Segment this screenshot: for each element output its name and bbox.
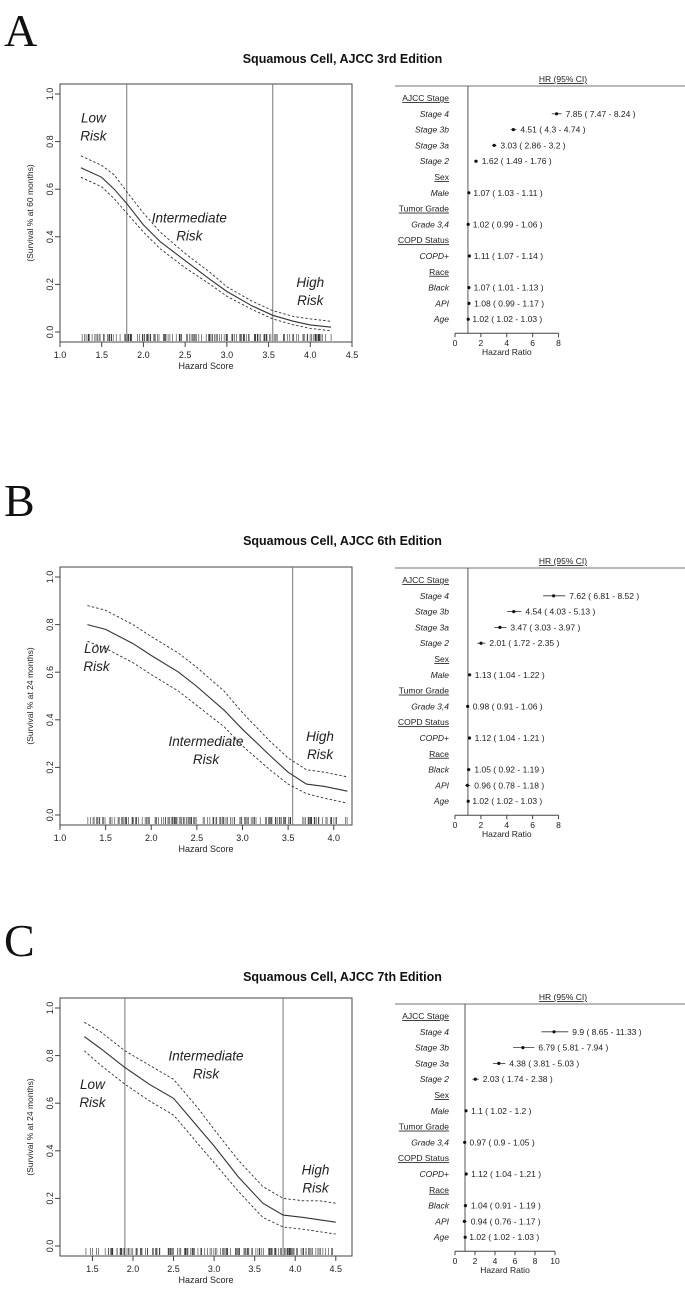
row-label: Stage 2 — [419, 1074, 449, 1085]
hr-value-text: 1.02 ( 1.02 - 1.03 ) — [472, 796, 543, 807]
hr-point — [555, 112, 558, 115]
x-tick-label: 3.5 — [248, 1264, 261, 1274]
hr-value-text: 1.02 ( 1.02 - 1.03 ) — [469, 1232, 540, 1243]
hr-value-text: 7.85 ( 7.47 - 8.24 ) — [565, 108, 636, 119]
hr-point — [512, 610, 515, 613]
hr-point — [463, 1141, 466, 1144]
risk-group-label: Risk — [306, 747, 334, 763]
forest-x-tick-label: 0 — [452, 820, 458, 831]
x-tick-label: 2.0 — [137, 350, 150, 360]
x-tick-label: 4.0 — [288, 1264, 302, 1274]
hr-point — [463, 1220, 466, 1223]
hr-value-text: 7.62 ( 6.81 - 8.52 ) — [569, 590, 640, 601]
hr-value-text: 2.03 ( 1.74 - 2.38 ) — [482, 1074, 553, 1085]
y-axis-label: (Survival % at 24 months) — [25, 647, 35, 745]
hr-value-text: 1.1 ( 1.02 - 1.2 ) — [471, 1105, 532, 1116]
hr-value-text: 3.03 ( 2.86 - 3.2 ) — [500, 140, 566, 151]
risk-group-label: Risk — [83, 659, 110, 675]
row-label: Black — [428, 1200, 449, 1211]
forest-header: HR (95% CI) — [538, 74, 588, 84]
y-tick-label: 0.8 — [45, 618, 55, 631]
group-label: Race — [429, 266, 449, 277]
row-label: API — [435, 298, 449, 309]
x-tick-label: 1.5 — [86, 1264, 99, 1274]
forest-x-axis-label: Hazard Ratio — [480, 1265, 530, 1276]
y-tick-label: 1.0 — [45, 87, 55, 101]
hr-value-text: 0.97 ( 0.9 - 1.05 ) — [469, 1137, 535, 1148]
hr-point — [468, 736, 471, 739]
y-tick-label: 0.2 — [45, 1192, 55, 1205]
y-tick-label: 0.8 — [45, 1049, 55, 1062]
hr-point — [467, 800, 470, 803]
hr-point — [464, 1236, 467, 1239]
forest-x-tick-label: 0 — [452, 338, 458, 349]
row-label: COPD+ — [419, 733, 449, 743]
hr-value-text: 1.07 ( 1.01 - 1.13 ) — [473, 282, 544, 293]
forest-header: HR (95% CI) — [538, 992, 588, 1002]
hr-point — [467, 191, 470, 194]
group-label: Tumor Grade — [398, 685, 449, 696]
x-tick-label: 3.5 — [281, 833, 295, 843]
plot-frame — [60, 998, 352, 1256]
x-tick-label: 3.0 — [220, 350, 234, 360]
group-label: Sex — [434, 654, 449, 664]
row-label: Stage 3b — [414, 606, 449, 617]
hr-point — [493, 144, 496, 147]
survival-curve-svg — [20, 567, 350, 877]
x-tick-label: 4.0 — [304, 350, 317, 360]
group-label: Race — [429, 748, 449, 759]
group-label: Race — [429, 1184, 449, 1195]
hr-value-text: 0.94 ( 0.76 - 1.17 ) — [470, 1216, 541, 1227]
panel-title: Squamous Cell, AJCC 6th Edition — [243, 534, 442, 548]
x-tick-label: 2.5 — [178, 350, 192, 360]
hr-value-text: 1.04 ( 0.91 - 1.19 ) — [470, 1200, 541, 1211]
survival-curve-svg — [20, 998, 350, 1308]
forest-x-tick-label: 8 — [556, 338, 561, 349]
row-label: Grade 3,4 — [411, 701, 449, 712]
hr-point — [474, 160, 477, 163]
risk-group-label: High — [296, 274, 325, 290]
hr-point — [468, 673, 471, 676]
survival-estimate-line — [81, 168, 331, 327]
y-axis-label: (Survival % at 60 months) — [25, 164, 35, 262]
row-label: API — [435, 780, 449, 791]
hr-value-text: 0.98 ( 0.91 - 1.06 ) — [472, 701, 543, 712]
survival-estimate-line — [84, 1037, 335, 1223]
hr-point — [498, 626, 501, 629]
risk-group-label: Intermediate — [151, 210, 227, 226]
row-label: Stage 4 — [419, 590, 449, 601]
hr-point — [467, 223, 470, 226]
hr-point — [466, 705, 469, 708]
row-label: Black — [428, 282, 449, 293]
hr-value-text: 1.02 ( 0.99 - 1.06 ) — [472, 219, 543, 230]
hr-value-text: 1.12 ( 1.04 - 1.21 ) — [471, 1169, 542, 1179]
hr-point — [552, 1030, 555, 1033]
hr-point — [497, 1062, 500, 1065]
forest-x-tick-label: 4 — [492, 1256, 498, 1267]
x-tick-label: 2.0 — [144, 833, 158, 843]
group-label: AJCC Stage — [402, 93, 449, 103]
hr-value-text: 2.01 ( 1.72 - 2.35 ) — [489, 638, 560, 649]
group-label: Sex — [434, 172, 449, 182]
y-tick-label: 0.6 — [45, 1096, 55, 1110]
row-label: Age — [433, 314, 449, 325]
group-label: Tumor Grade — [398, 1121, 449, 1132]
x-tick-label: 4.5 — [345, 350, 359, 360]
x-axis-label: Hazard Score — [178, 1275, 234, 1285]
hr-value-text: 9.9 ( 8.65 - 11.33 ) — [572, 1026, 642, 1037]
forest-x-axis-label: Hazard Ratio — [481, 829, 532, 840]
plot-frame — [60, 567, 352, 825]
row-label: Age — [433, 796, 449, 807]
y-tick-label: 0.2 — [45, 761, 55, 774]
risk-group-label: Low — [80, 110, 106, 126]
panel-title: Squamous Cell, AJCC 3rd Edition — [242, 52, 443, 66]
risk-group-label: Risk — [79, 1094, 106, 1110]
row-label: Stage 3a — [414, 1058, 449, 1069]
row-label: Male — [430, 669, 449, 680]
hr-value-text: 1.13 ( 1.04 - 1.22 ) — [474, 669, 545, 680]
row-label: Stage 2 — [419, 156, 449, 167]
forest-x-tick-label: 8 — [556, 820, 561, 831]
y-tick-label: 0.2 — [45, 278, 55, 291]
confidence-band-line — [87, 641, 347, 803]
hr-value-text: 1.05 ( 0.92 - 1.19 ) — [474, 764, 545, 775]
group-label: COPD Status — [397, 1153, 449, 1164]
hr-point — [474, 1078, 477, 1081]
hr-value-text: 4.38 ( 3.81 - 5.03 ) — [509, 1058, 580, 1069]
y-tick-label: 1.0 — [45, 570, 55, 584]
x-axis-label: Hazard Score — [178, 844, 234, 854]
panel-a — [0, 0, 685, 420]
group-label: AJCC Stage — [402, 1011, 449, 1021]
row-label: Grade 3,4 — [411, 219, 449, 230]
hr-value-text: 1.12 ( 1.04 - 1.21 ) — [474, 733, 545, 743]
hr-point — [467, 318, 470, 321]
hr-point — [464, 1109, 467, 1112]
y-tick-label: 0.4 — [45, 713, 55, 727]
forest-plot-svg — [395, 988, 685, 1288]
risk-group-label: Risk — [192, 1066, 220, 1082]
hr-point — [467, 768, 470, 771]
hr-value-text: 1.11 ( 1.07 - 1.14 ) — [473, 251, 544, 261]
group-label: AJCC Stage — [402, 575, 449, 585]
risk-group-label: High — [306, 729, 334, 745]
hr-point — [467, 286, 470, 289]
y-tick-label: 0.0 — [45, 1239, 55, 1253]
risk-group-label: Risk — [297, 292, 324, 308]
forest-x-tick-label: 8 — [532, 1256, 538, 1267]
forest-header: HR (95% CI) — [538, 556, 588, 566]
row-label: COPD+ — [419, 251, 449, 261]
risk-group-label: Risk — [80, 128, 107, 144]
x-tick-label: 3.5 — [262, 350, 275, 360]
x-axis-label: Hazard Score — [178, 361, 234, 371]
row-label: Stage 3b — [414, 1042, 449, 1053]
row-label: Grade 3,4 — [411, 1137, 449, 1148]
survival-curve-svg — [20, 84, 359, 394]
confidence-band-line — [81, 156, 331, 321]
row-label: Male — [430, 187, 449, 198]
row-label: COPD+ — [419, 1169, 449, 1179]
y-tick-label: 1.0 — [45, 1001, 55, 1015]
hr-value-text: 4.54 ( 4.03 - 5.13 ) — [525, 606, 596, 617]
row-label: Male — [430, 1105, 449, 1116]
row-label: Age — [433, 1232, 449, 1243]
forest-x-tick-label: 0 — [452, 1256, 458, 1267]
x-tick-label: 4.0 — [327, 833, 341, 843]
group-label: COPD Status — [397, 235, 449, 246]
hr-value-text: 4.51 ( 4.3 - 4.74 ) — [520, 124, 586, 135]
x-tick-label: 3.0 — [207, 1264, 221, 1274]
panel-letter: B — [4, 475, 35, 526]
risk-group-label: Low — [84, 641, 109, 657]
hr-point — [521, 1046, 524, 1049]
forest-plot-svg — [395, 70, 685, 370]
hr-value-text: 1.62 ( 1.49 - 1.76 ) — [481, 156, 552, 167]
hr-point — [468, 254, 471, 257]
x-tick-label: 1.0 — [53, 350, 67, 360]
risk-group-label: Risk — [192, 751, 220, 767]
hr-point — [466, 784, 469, 787]
forest-plot-svg — [395, 552, 685, 852]
hr-value-text: 0.96 ( 0.78 - 1.18 ) — [474, 780, 545, 791]
row-label: Stage 3b — [414, 124, 449, 135]
x-tick-label: 1.0 — [53, 833, 67, 843]
x-tick-label: 2.5 — [190, 833, 204, 843]
group-label: COPD Status — [397, 717, 449, 728]
panel-letter: C — [4, 915, 35, 966]
row-label: Stage 3a — [414, 622, 449, 633]
y-tick-label: 0.6 — [45, 182, 55, 196]
x-tick-label: 1.5 — [99, 833, 112, 843]
x-tick-label: 1.5 — [95, 350, 108, 360]
forest-x-tick-label: 6 — [512, 1256, 518, 1267]
panel-letter: A — [4, 5, 38, 56]
forest-x-axis-label: Hazard Ratio — [481, 347, 532, 358]
y-axis-label: (Survival % at 24 months) — [25, 1078, 35, 1176]
forest-x-tick-label: 2 — [472, 1256, 478, 1267]
forest-x-tick-label: 2 — [478, 338, 484, 349]
row-label: Black — [428, 764, 449, 775]
hr-value-text: 1.07 ( 1.03 - 1.11 ) — [473, 187, 543, 198]
hr-value-text: 1.08 ( 0.99 - 1.17 ) — [474, 298, 545, 309]
hr-point — [552, 594, 555, 597]
row-label: API — [435, 1216, 449, 1227]
risk-group-label: High — [301, 1162, 330, 1178]
confidence-band-line — [81, 177, 331, 330]
panel-b — [0, 470, 685, 890]
panel-title: Squamous Cell, AJCC 7th Edition — [243, 970, 442, 984]
x-tick-label: 3.0 — [236, 833, 249, 843]
hr-value-text: 1.02 ( 1.02 - 1.03 ) — [472, 314, 543, 325]
group-label: Sex — [434, 1090, 449, 1100]
row-label: Stage 4 — [419, 1026, 449, 1037]
hr-point — [479, 642, 482, 645]
forest-x-tick-label: 6 — [530, 820, 536, 831]
y-tick-label: 0.0 — [45, 325, 55, 339]
risk-group-label: Intermediate — [168, 733, 244, 749]
row-label: Stage 4 — [419, 108, 449, 119]
forest-x-tick-label: 10 — [550, 1256, 560, 1267]
hr-value-text: 6.79 ( 5.81 - 7.94 ) — [538, 1042, 609, 1053]
y-tick-label: 0.6 — [45, 665, 55, 679]
risk-group-label: Intermediate — [168, 1048, 244, 1064]
y-tick-label: 0.4 — [45, 1144, 55, 1158]
panel-c — [0, 910, 685, 1289]
hr-point — [512, 128, 515, 131]
risk-group-label: Low — [80, 1076, 105, 1092]
y-tick-label: 0.0 — [45, 808, 55, 822]
risk-group-label: Risk — [302, 1180, 329, 1196]
x-tick-label: 2.5 — [167, 1264, 180, 1274]
row-label: Stage 3a — [414, 140, 449, 151]
x-tick-label: 4.5 — [329, 1264, 343, 1274]
y-tick-label: 0.8 — [45, 135, 55, 148]
forest-x-tick-label: 4 — [504, 820, 510, 831]
hr-point — [467, 302, 470, 305]
forest-x-tick-label: 4 — [504, 338, 510, 349]
row-label: Stage 2 — [419, 638, 449, 649]
group-label: Tumor Grade — [398, 203, 449, 214]
hr-value-text: 3.47 ( 3.03 - 3.97 ) — [510, 622, 581, 633]
forest-x-tick-label: 2 — [478, 820, 484, 831]
x-tick-label: 2.0 — [126, 1264, 140, 1274]
risk-group-label: Risk — [176, 228, 203, 244]
forest-x-tick-label: 6 — [530, 338, 536, 349]
y-tick-label: 0.4 — [45, 230, 55, 244]
hr-point — [465, 1172, 468, 1175]
hr-point — [464, 1204, 467, 1207]
